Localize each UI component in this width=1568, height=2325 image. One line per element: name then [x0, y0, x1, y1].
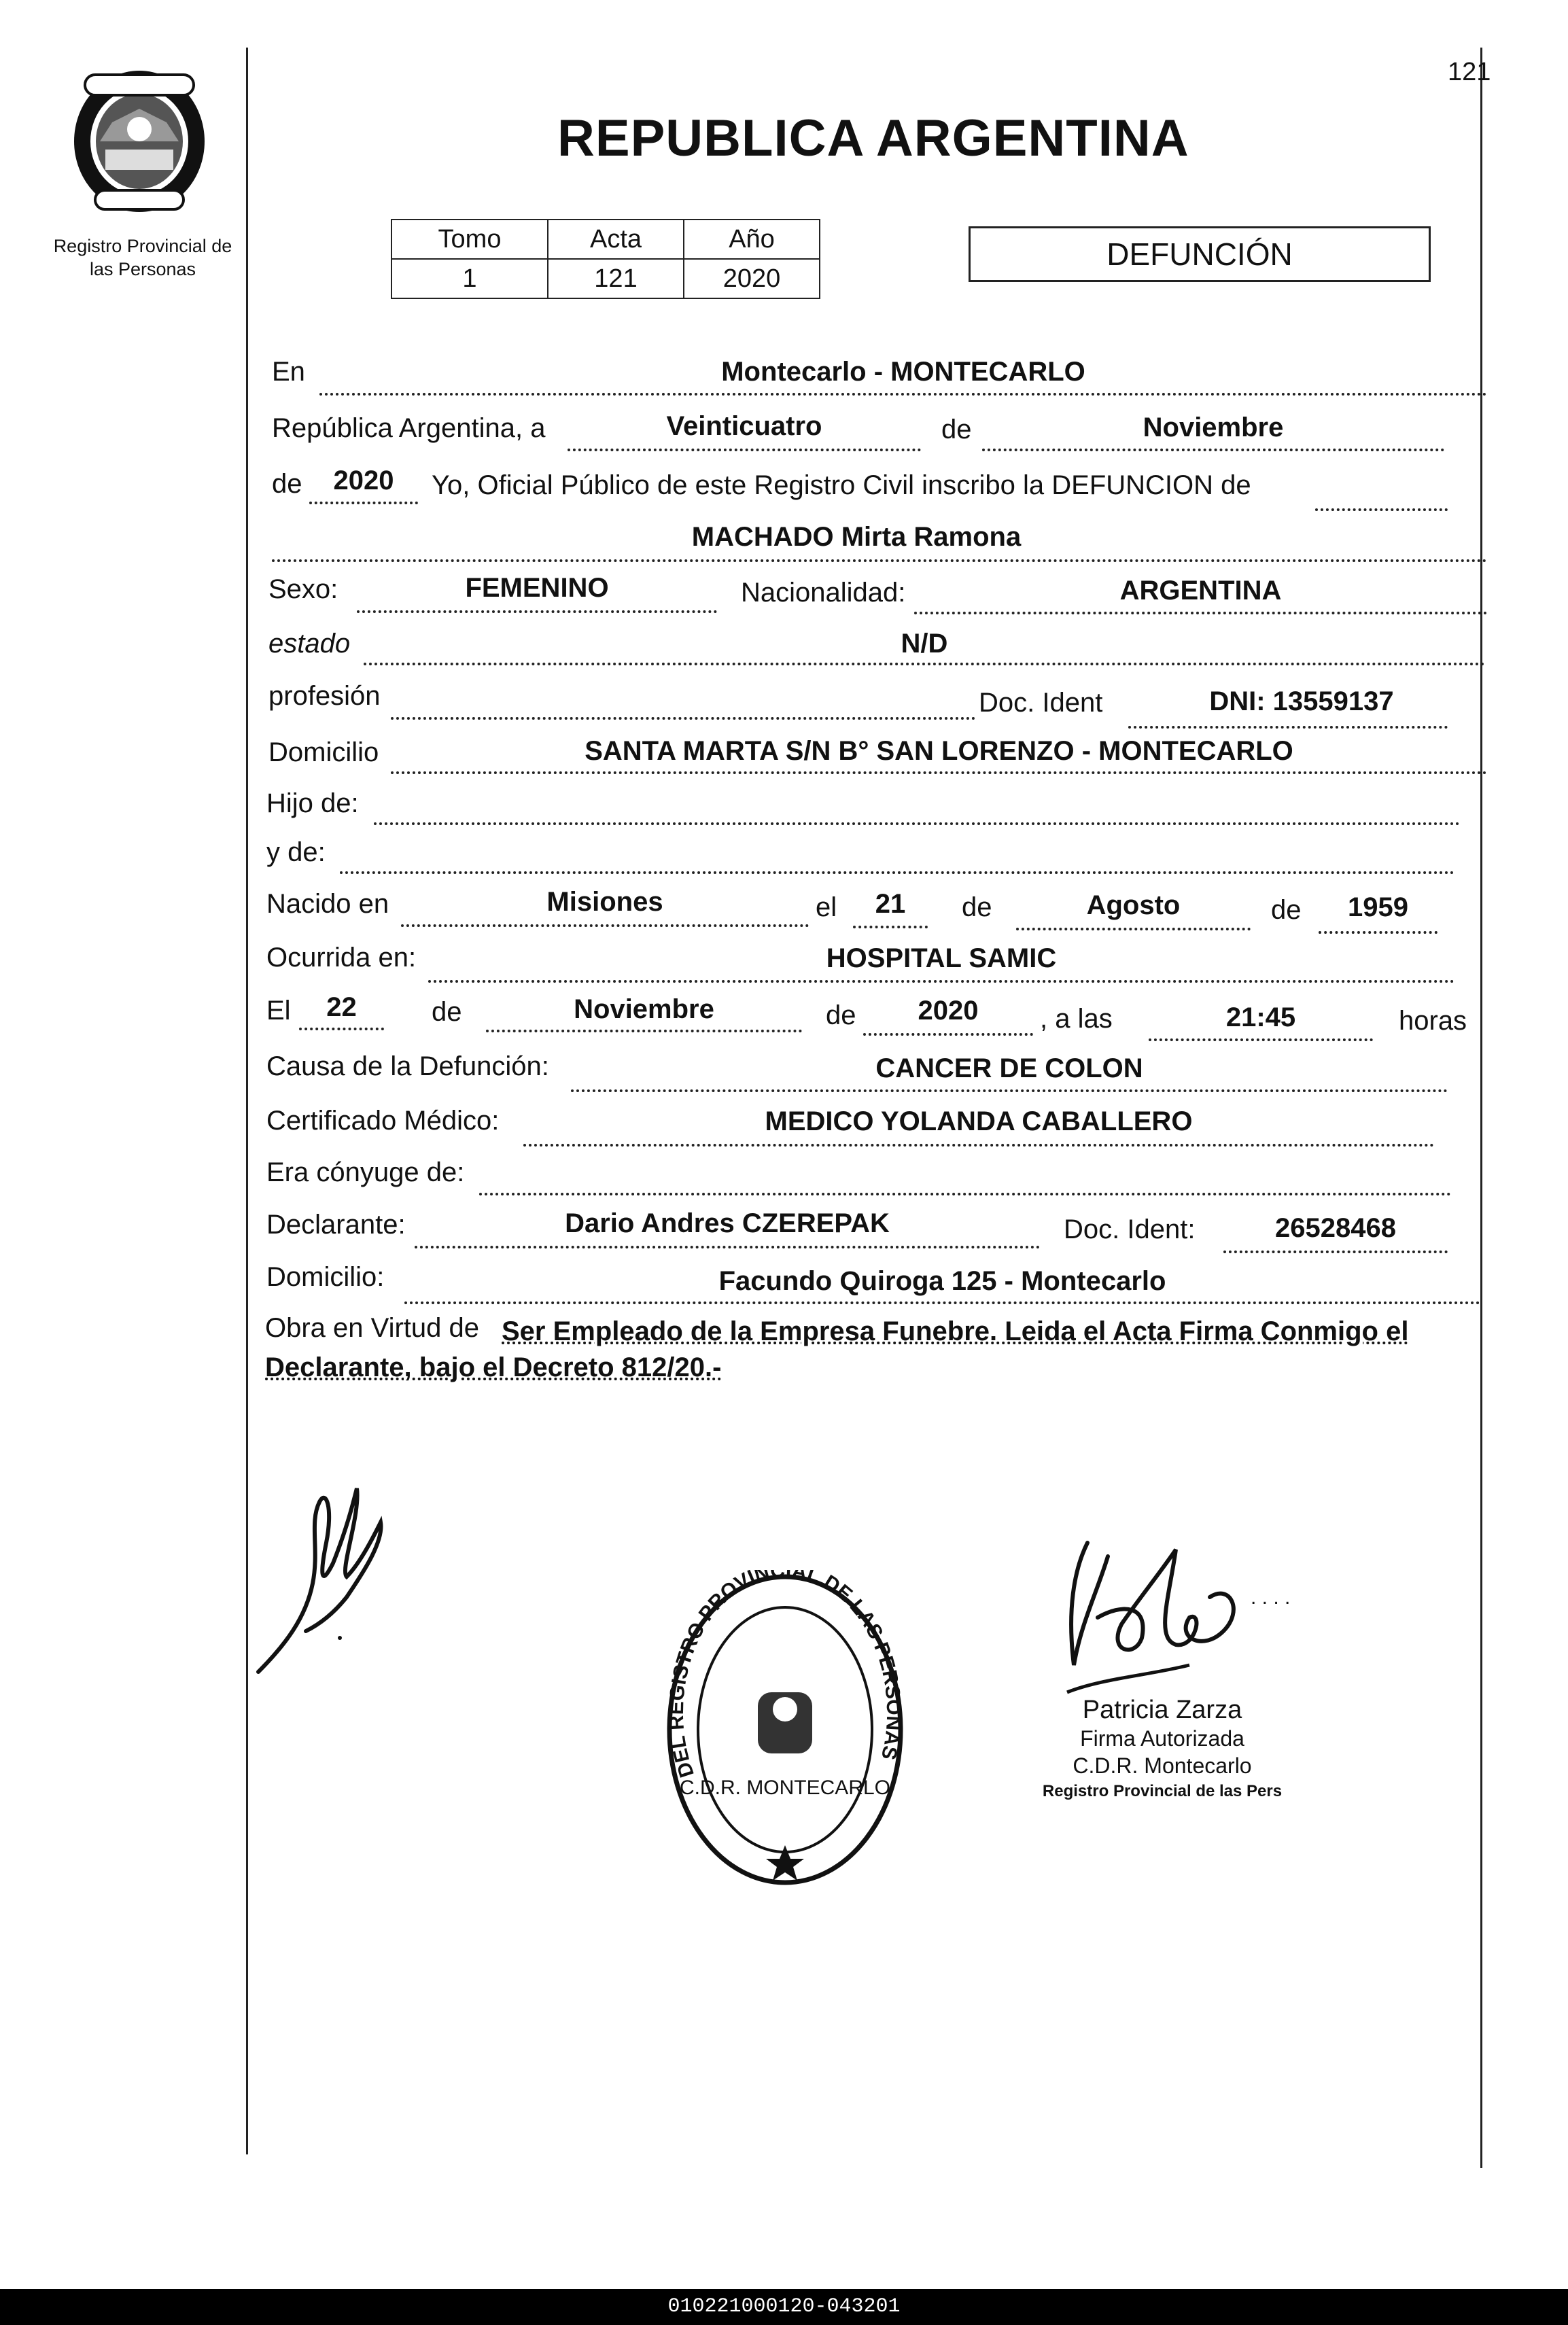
- conyuge-dotted-line: [479, 1193, 1451, 1195]
- signer-org: Registro Provincial de las Pers: [1042, 1782, 1283, 1800]
- estado-value: N/D: [901, 629, 948, 659]
- hijo-dotted-line: [374, 822, 1460, 825]
- de-label-1: de: [941, 415, 972, 444]
- signer-role: Firma Autorizada: [1080, 1726, 1244, 1751]
- signer-name: Patricia Zarza: [1082, 1696, 1242, 1724]
- nacido-dotted-line: [401, 924, 809, 927]
- nombre-dotted-line: [272, 559, 1487, 562]
- footer-code: 010221000120-043201: [667, 2295, 901, 2318]
- en-label: En: [272, 357, 305, 387]
- def-anio-dotted-line: [863, 1033, 1033, 1036]
- logo-caption: [27, 234, 258, 281]
- register-header-anio: Año: [684, 220, 820, 259]
- official-stamp: [663, 1570, 907, 1889]
- declarante-label: Declarante:: [266, 1210, 406, 1240]
- nac-mes-value: Agosto: [1086, 890, 1181, 920]
- domicilio2-value: Facundo Quiroga 125 - Montecarlo: [718, 1266, 1166, 1296]
- nac-dia-value: 21: [875, 889, 906, 919]
- dia-dotted-line: [568, 449, 921, 451]
- de-label-3: de: [962, 892, 992, 922]
- yde-label: y de:: [266, 837, 326, 867]
- sexo-label: Sexo:: [268, 574, 338, 604]
- republica-label: República Argentina, a: [272, 413, 546, 443]
- estado-label: estado: [268, 629, 351, 659]
- register-table: [391, 219, 820, 299]
- de-label-5: de: [432, 997, 462, 1027]
- hora-dotted-line: [1149, 1038, 1373, 1041]
- logo-caption-line-2: las Personas: [89, 259, 196, 279]
- certificado-value: MEDICO YOLANDA CABALLERO: [765, 1106, 1193, 1136]
- deceased-name: MACHADO Mirta Ramona: [691, 522, 1022, 552]
- nacido-label: Nacido en: [266, 889, 389, 919]
- nacionalidad-dotted-line: [914, 612, 1487, 614]
- doc-ident-dotted-line: [1128, 726, 1448, 729]
- sexo-value: FEMENINO: [465, 573, 609, 603]
- conyuge-label: Era cónyuge de:: [266, 1157, 465, 1187]
- de-label-2: de: [272, 469, 302, 499]
- nacido-value: Misiones: [546, 887, 663, 917]
- alas-label: , a las: [1040, 1004, 1113, 1034]
- register-header-acta: Acta: [548, 220, 684, 259]
- domicilio2-dotted-line: [404, 1301, 1480, 1304]
- register-header-tomo: Tomo: [391, 220, 548, 259]
- authorized-signer-block: [972, 1529, 1353, 1910]
- ocurrida-value: HOSPITAL SAMIC: [826, 943, 1057, 973]
- el-label-2: El: [266, 996, 291, 1026]
- mes-value: Noviembre: [1143, 413, 1284, 442]
- def-dia-value: 22: [326, 992, 357, 1022]
- nac-anio-value: 1959: [1348, 892, 1408, 922]
- en-dotted-line: [319, 393, 1487, 396]
- domicilio2-label: Domicilio:: [266, 1262, 385, 1292]
- register-value-anio: 2020: [684, 259, 820, 298]
- def-dia-dotted-line: [299, 1028, 384, 1030]
- domicilio-value: SANTA MARTA S/N B° SAN LORENZO - MONTECARLO: [585, 736, 1293, 766]
- horas-label: horas: [1399, 1006, 1467, 1036]
- obra-value-line-2: Declarante, bajo el Decreto 812/20.-: [265, 1352, 722, 1382]
- declarant-signature: [245, 1461, 435, 1685]
- province-seal-logo: [65, 61, 214, 217]
- doc-ident-label: Doc. Ident: [979, 688, 1103, 718]
- def-anio-value: 2020: [918, 996, 979, 1026]
- certificado-label: Certificado Médico:: [266, 1106, 500, 1136]
- estado-dotted-line: [364, 663, 1485, 665]
- causa-label: Causa de la Defunción:: [266, 1051, 549, 1081]
- declarante-value: Dario Andres CZEREPAK: [565, 1208, 890, 1238]
- decl-doc-value: 26528468: [1275, 1213, 1396, 1243]
- stamp-outer-text: DEL REGISTRO PROVINCIAL DE LAS PERSONAS: [665, 1570, 905, 1781]
- inscribo-label: Yo, Oficial Público de este Registro Civil inscribo la DEFUNCION de: [432, 470, 1251, 500]
- doc-ident-value: DNI: 13559137: [1209, 686, 1394, 716]
- def-mes-dotted-line: [486, 1030, 802, 1032]
- certificado-dotted-line: [523, 1144, 1434, 1147]
- def-mes-value: Noviembre: [574, 994, 714, 1024]
- ocurrida-dotted-line: [428, 980, 1454, 983]
- yde-dotted-line: [340, 871, 1454, 874]
- nac-anio-dotted-line: [1319, 931, 1438, 934]
- logo-caption-line-1: Registro Provincial de: [53, 236, 232, 256]
- decl-doc-dotted-line: [1223, 1251, 1448, 1253]
- nac-dia-dotted-line: [853, 926, 928, 928]
- inscribo-dotted-line: [1315, 508, 1448, 511]
- footer-code-bar: [0, 2289, 1568, 2325]
- de-label-6: de: [826, 1000, 856, 1030]
- left-margin-line: [246, 48, 248, 2154]
- en-value: Montecarlo - MONTECARLO: [721, 357, 1085, 387]
- profesion-label: profesión: [268, 681, 381, 711]
- domicilio-label: Domicilio: [268, 737, 379, 767]
- signer-office: C.D.R. Montecarlo: [1073, 1753, 1252, 1778]
- ocurrida-label: Ocurrida en:: [266, 943, 417, 973]
- profesion-dotted-line: [391, 717, 975, 720]
- page-number: 121: [1448, 58, 1491, 86]
- domicilio-dotted-line: [391, 771, 1487, 774]
- nac-mes-dotted-line: [1016, 928, 1251, 930]
- causa-dotted-line: [571, 1089, 1448, 1092]
- sexo-dotted-line: [357, 610, 717, 613]
- de-label-4: de: [1271, 895, 1302, 925]
- anio-dotted-line: [309, 502, 418, 504]
- register-value-acta: 121: [548, 259, 684, 298]
- el-label: el: [816, 892, 837, 922]
- hijo-label: Hijo de:: [266, 788, 359, 818]
- stamp-inner-text: C.D.R. MONTECARLO: [679, 1777, 891, 1799]
- hora-value: 21:45: [1225, 1002, 1296, 1032]
- decl-doc-label: Doc. Ident:: [1064, 1214, 1196, 1244]
- nacionalidad-value: ARGENTINA: [1119, 576, 1282, 606]
- dia-value: Veinticuatro: [666, 411, 822, 441]
- mes-dotted-line: [982, 449, 1444, 451]
- causa-value: CANCER DE COLON: [875, 1053, 1143, 1083]
- act-type-box: DEFUNCIÓN: [969, 226, 1431, 282]
- nacionalidad-label: Nacionalidad:: [741, 578, 906, 608]
- anio-value: 2020: [333, 466, 394, 495]
- register-value-tomo: 1: [391, 259, 548, 298]
- declarante-dotted-line: [415, 1246, 1040, 1248]
- page-title: REPUBLICA ARGENTINA: [557, 109, 1189, 167]
- obra-value-line-1: Ser Empleado de la Empresa Funebre. Leida el Acta Firma Conmigo el: [502, 1316, 1409, 1346]
- svg-text:. . . .: . . . .: [1251, 1586, 1291, 1609]
- obra-label: Obra en Virtud de: [265, 1313, 480, 1343]
